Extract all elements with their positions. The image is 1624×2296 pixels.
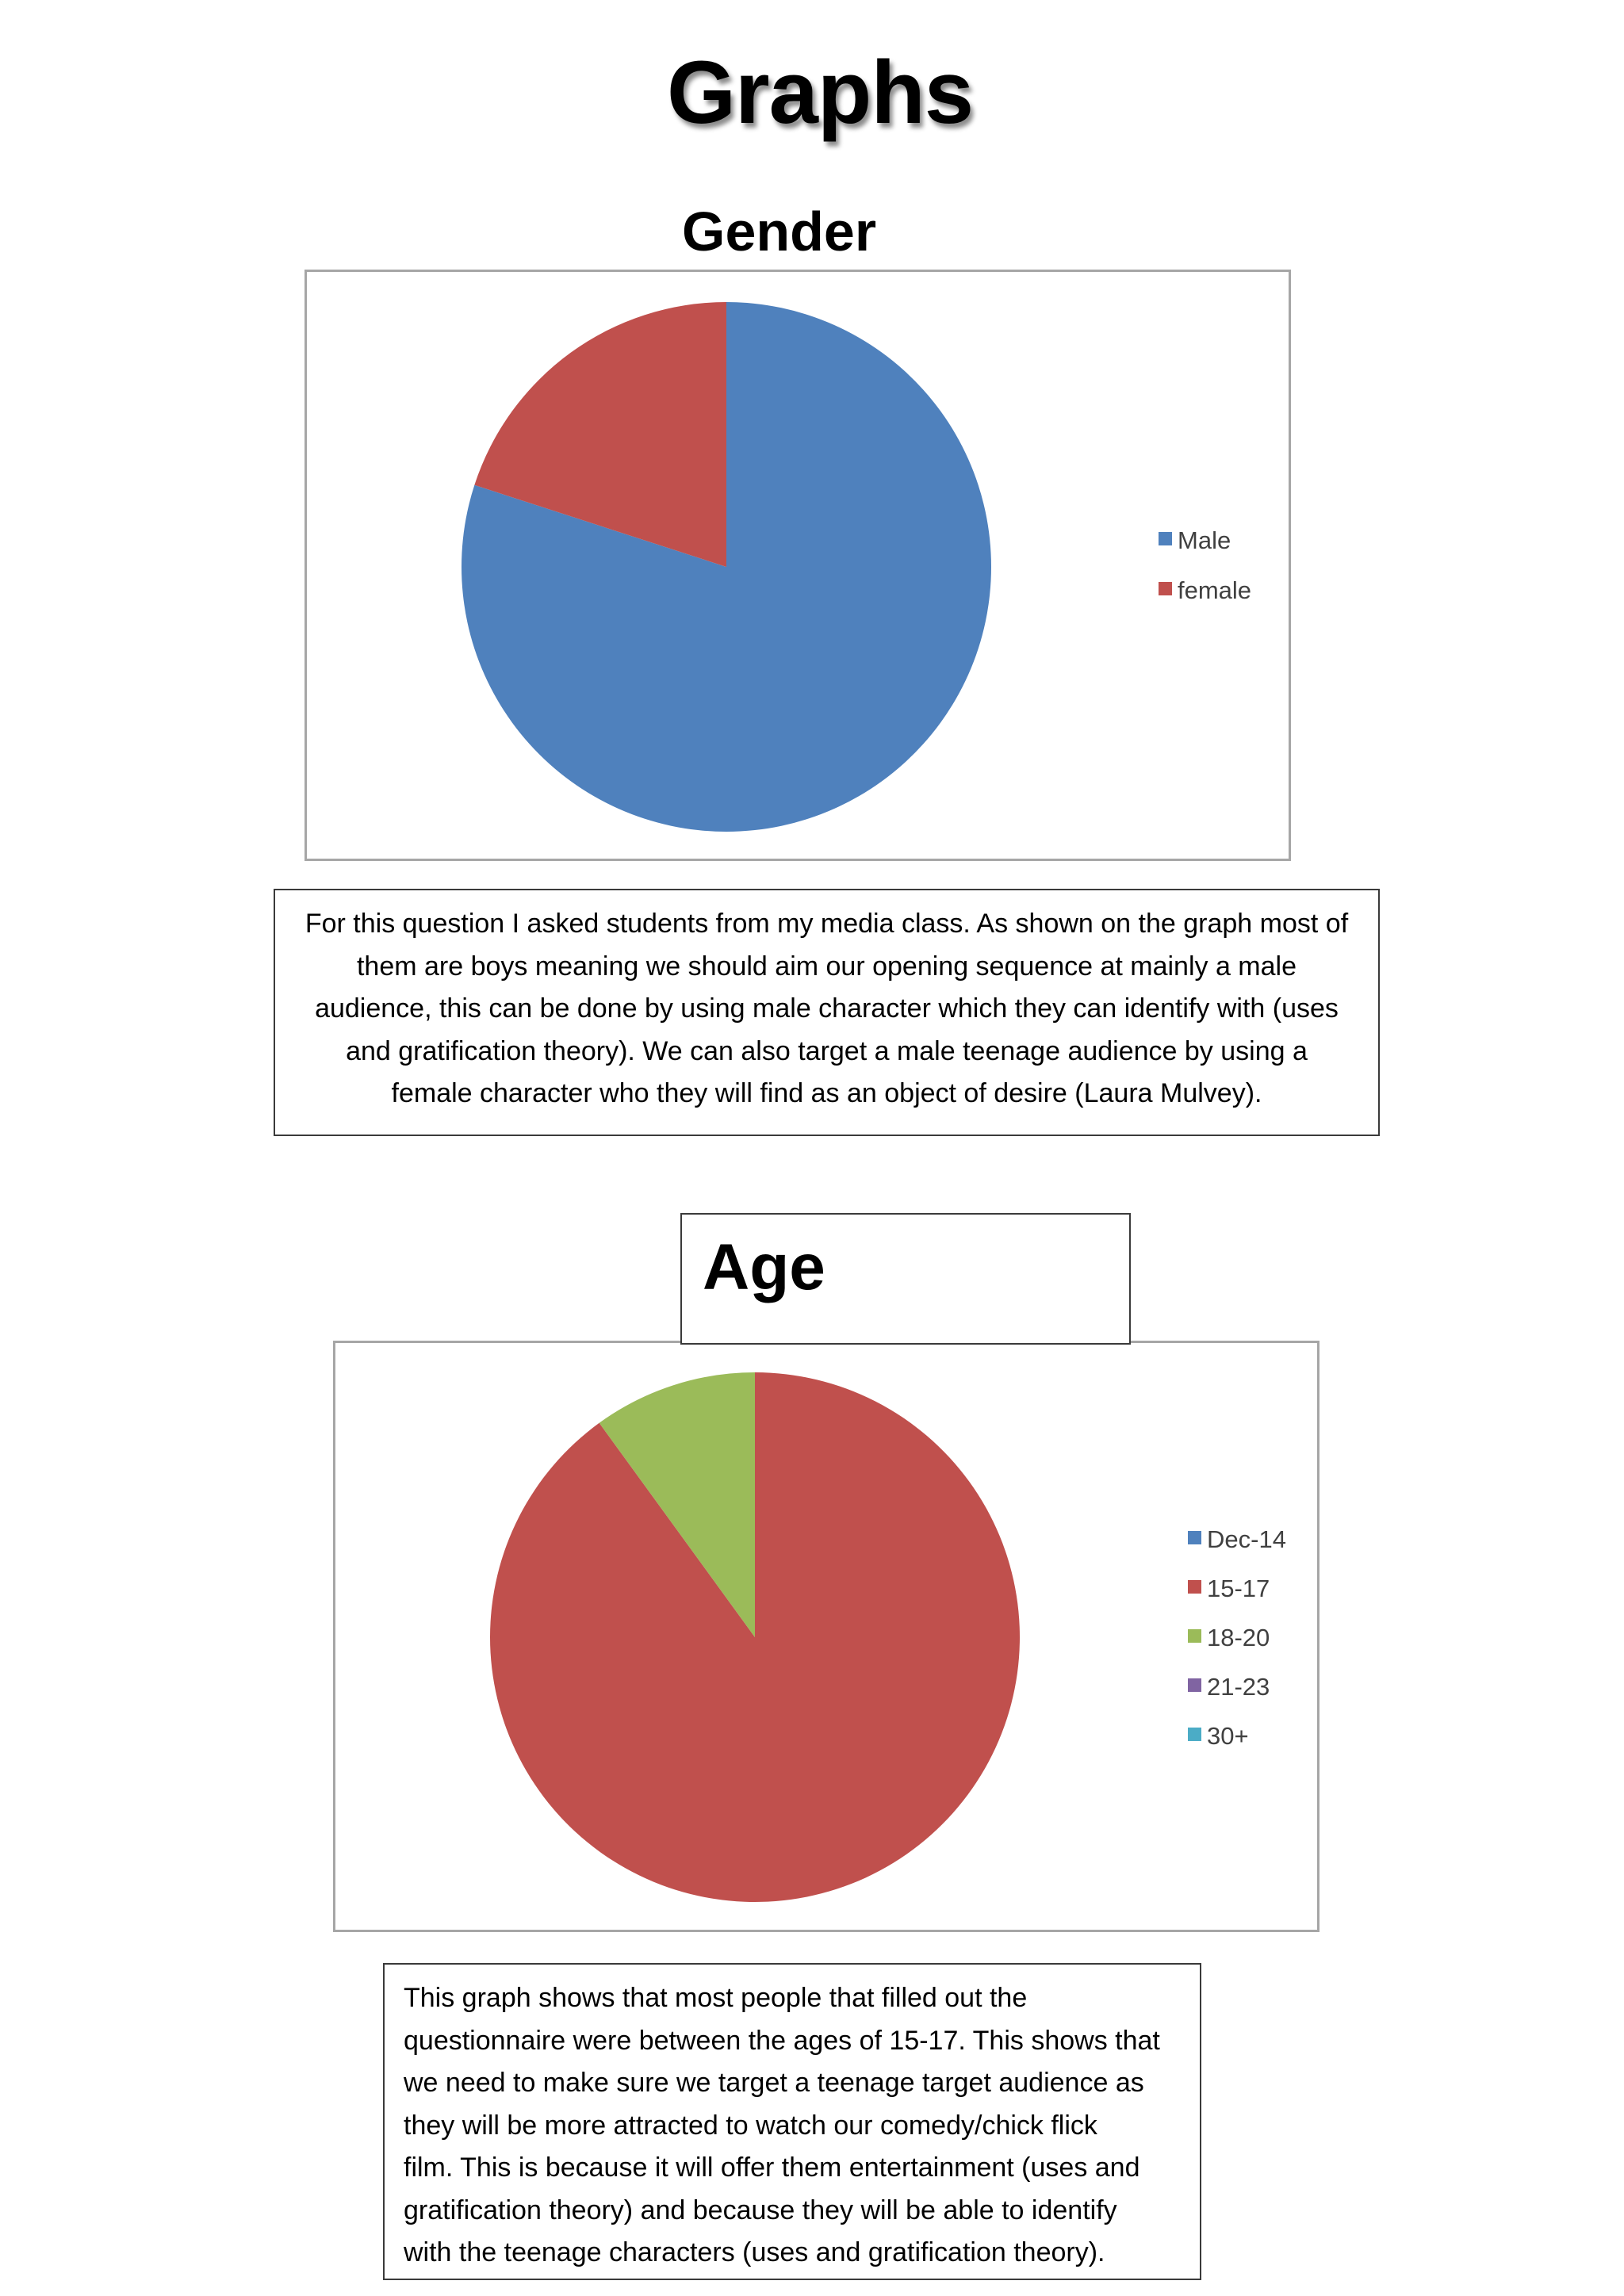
page-title: Graphs xyxy=(666,43,974,142)
gender-note-line: audience, this can be done by using male character which they can identify with (uses xyxy=(315,993,1339,1024)
age-legend-label: 18-20 xyxy=(1207,1624,1270,1651)
age-legend-swatch xyxy=(1188,1728,1201,1741)
age-note-line: film. This is because it will offer them entertainment (uses and xyxy=(404,2152,1140,2183)
age-pie-chart xyxy=(333,1341,1320,1932)
gender-legend-label: female xyxy=(1178,576,1252,604)
age-legend-label: 15-17 xyxy=(1207,1575,1270,1602)
age-legend-swatch xyxy=(1188,1629,1201,1643)
gender-pie-svg xyxy=(307,272,1289,859)
gender-note-line: them are boys meaning we should aim our opening sequence at mainly a male xyxy=(356,951,1297,982)
age-legend-swatch xyxy=(1188,1531,1201,1544)
age-pie-svg xyxy=(335,1343,1317,1930)
age-note-line: gratification theory) and because they will be able to identify xyxy=(404,2195,1117,2225)
gender-note-line: and gratification theory). We can also target a male teenage audience by using a xyxy=(346,1035,1308,1066)
age-note-line: they will be more attracted to watch our comedy/chick flick xyxy=(404,2110,1097,2141)
age-legend-label: Dec-14 xyxy=(1207,1525,1286,1553)
gender-chart-title: Gender xyxy=(682,201,877,262)
gender-legend-swatch xyxy=(1159,582,1172,595)
age-note-line: with the teenage characters (uses and gratification theory). xyxy=(404,2237,1105,2267)
age-note-line: we need to make sure we target a teenage target audience as xyxy=(404,2068,1144,2098)
gender-note-line: For this question I asked students from my media class. As shown on the graph most of xyxy=(304,909,1349,939)
gender-legend-label: Male xyxy=(1178,526,1231,554)
gender-explanation-box xyxy=(274,889,1380,1136)
age-chart-title: Age xyxy=(703,1231,825,1303)
age-note-line: questionnaire were between the ages of 15-17. This shows that xyxy=(404,2025,1160,2056)
age-note-line: This graph shows that most people that filled out the xyxy=(404,1983,1028,2013)
gender-legend-swatch xyxy=(1159,532,1172,545)
age-title-box xyxy=(680,1213,1131,1345)
age-legend-label: 21-23 xyxy=(1207,1673,1270,1701)
age-legend-swatch xyxy=(1188,1580,1201,1594)
gender-note-line: female character who they will find as an object of desire (Laura Mulvey). xyxy=(391,1078,1262,1108)
age-explanation-box xyxy=(383,1963,1201,2280)
age-legend-label: 30+ xyxy=(1207,1722,1249,1750)
gender-pie-chart xyxy=(304,270,1291,861)
age-legend-swatch xyxy=(1188,1678,1201,1692)
